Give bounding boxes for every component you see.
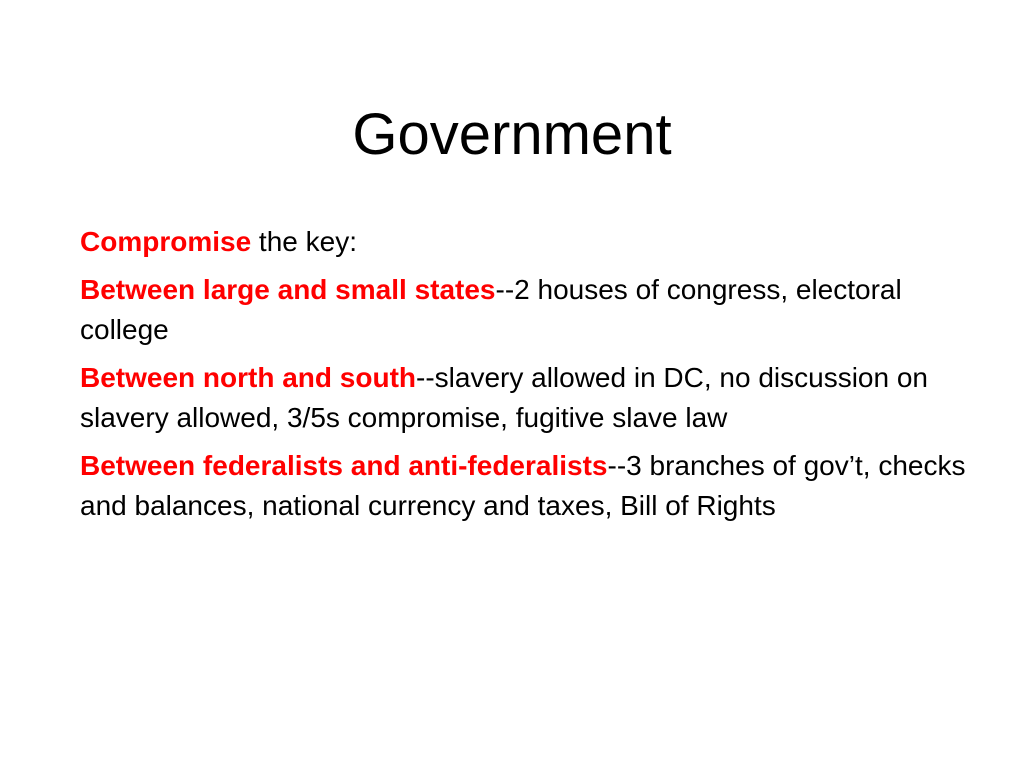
highlight-text: Between large and small states — [80, 274, 496, 305]
paragraph-text: --slavery allowed in DC, no discussion on slavery allowed, 3/5s compromise, fugitive slave law — [80, 362, 928, 433]
paragraph-text: the key: — [251, 226, 357, 257]
paragraph-compromise — [80, 222, 970, 262]
paragraph-text: --3 branches of gov’t, checks and balances, national currency and taxes, Bill of Rights — [80, 450, 966, 521]
paragraph-text: --2 houses of congress, electoral college — [80, 274, 902, 345]
highlight-text: Between federalists and anti-federalists — [80, 450, 608, 481]
paragraph-north-south — [80, 358, 970, 438]
paragraph-large-small-states — [80, 270, 970, 350]
highlight-text: Compromise — [80, 226, 252, 257]
slide-body — [80, 222, 970, 534]
paragraph-federalists — [80, 446, 970, 526]
slide-title: Government — [352, 102, 672, 167]
highlight-text: Between north and south — [80, 362, 416, 393]
